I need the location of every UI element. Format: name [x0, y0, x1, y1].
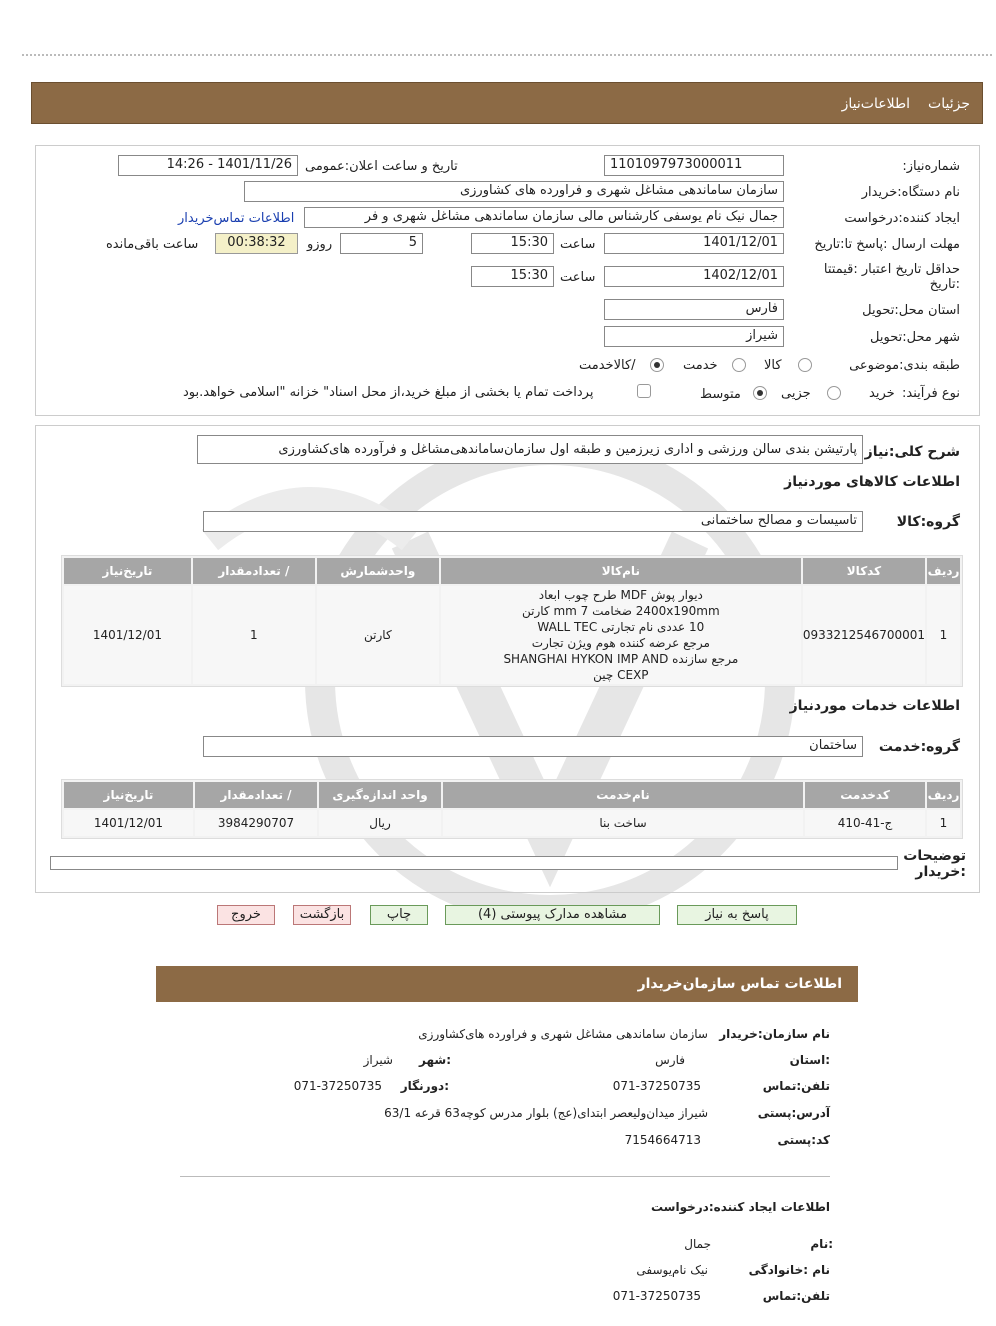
reply-button[interactable]: پاسخ به نیاز — [677, 905, 797, 925]
buyer-notes-label: توضیحات :خریدار — [903, 848, 966, 880]
service-col-unit: واحد اندازه‌گیری — [319, 782, 441, 808]
goods-row-index: 1 — [927, 586, 960, 684]
view-documents-button[interactable]: مشاهده مدارک پیوستی (4) — [445, 905, 660, 925]
service-row-date: 1401/12/01 — [64, 810, 193, 836]
goods-col-code: کدکالا — [803, 558, 925, 584]
page-header — [31, 82, 983, 124]
service-row-code: ج-41-410 — [805, 810, 925, 836]
category-goods-radio[interactable] — [798, 358, 812, 372]
breadcrumb-need-info[interactable]: اطلاعات‌نیاز — [841, 96, 910, 112]
services-section-title: اطلاعات خدمات موردنیاز — [789, 698, 960, 714]
process-buy-label: خرید — [869, 386, 895, 401]
service-row-unit: ریال — [319, 810, 441, 836]
goods-row-name — [441, 586, 801, 684]
deadline-label: مهلت ارسال :پاسخ تا:تاریخ — [814, 237, 960, 252]
goods-col-qty: / تعدادمقدار — [193, 558, 315, 584]
contact-city-value: شیراز — [363, 1053, 393, 1067]
process-partial-label: جزیی — [781, 386, 811, 401]
goods-name-line: 2400x190mm ضخامت 7 mm کارتن — [522, 604, 720, 618]
buyer-org-field: سازمان ساماندهی مشاغل شهری و فراورده های کشاورزی — [244, 181, 784, 202]
category-label: طبقه بندی:موضوعی — [849, 358, 960, 373]
contact-phone-label: تلفن:تماس — [762, 1079, 830, 1093]
announce-label: تاریخ و ساعت اعلان:عمومی — [305, 159, 458, 174]
creator-phone-label: تلفن:تماس — [762, 1289, 830, 1303]
table-row — [64, 810, 960, 836]
service-row-name: ساخت بنا — [443, 810, 803, 836]
service-col-qty: / تعدادمقدار — [195, 782, 317, 808]
contact-phone-value: 071-37250735 — [612, 1079, 701, 1093]
services-table — [61, 779, 963, 839]
goods-row-code: 0933212546700001 — [803, 586, 925, 684]
buyer-contact-link[interactable]: اطلاعات تماس‌خریدار — [178, 211, 295, 226]
contact-city-label: :شهر — [419, 1053, 451, 1067]
province-label: استان محل:تحویل — [862, 303, 960, 318]
contact-header-title: اطلاعات تماس سازمان‌خریدار — [637, 976, 842, 992]
category-service-radio[interactable] — [732, 358, 746, 372]
goods-section-title: اطلاعات کالاهای موردنیاز — [784, 474, 960, 490]
description-label: شرح کلی:نیاز — [864, 444, 960, 460]
validity-time-field: 15:30 — [471, 266, 554, 287]
validity-time-label: ساعت — [560, 270, 596, 285]
contact-divider — [180, 1176, 830, 1177]
need-number-field: 1101097973000011 — [604, 155, 784, 176]
description-field: پارتیشن بندی سالن ورزشی و اداری زیرزمین و طبقه اول سازمان‌ساماندهی‌مشاغل و فرآورده های‌کشاورزی — [197, 435, 863, 464]
contact-address-label: آدرس:پستی — [757, 1106, 830, 1120]
category-goods-label: کالا — [764, 358, 782, 373]
service-col-code: کدخدمت — [805, 782, 925, 808]
goods-table — [61, 555, 963, 687]
remaining-timer: 00:38:32 — [215, 233, 298, 254]
creator-label: ایجاد کننده:درخواست — [844, 211, 960, 226]
deadline-time-field: 15:30 — [471, 233, 554, 254]
need-number-label: شماره‌نیاز: — [902, 159, 960, 174]
goods-row-qty: 1 — [193, 586, 315, 684]
creator-last-name-label: نام :خانوادگی — [748, 1263, 830, 1277]
service-col-name: نام‌خدمت — [443, 782, 803, 808]
goods-col-unit: واحدشمارش — [317, 558, 439, 584]
process-medium-label: متوسط — [700, 387, 741, 402]
creator-phone-value: 071-37250735 — [612, 1289, 701, 1303]
treasury-payment-note: پرداخت تمام یا بخشی از مبلغ خرید،از محل اسناد" خزانه "اسلامی خواهد.بود — [183, 385, 594, 400]
goods-name-line: مرجع عرضه کننده هوم ویژن تجارت — [531, 636, 710, 650]
announce-field: 1401/11/26 - 14:26 — [118, 155, 298, 176]
contact-postal-label: کد:پستی — [777, 1133, 830, 1147]
goods-col-date: تاریخ‌نیاز — [64, 558, 191, 584]
category-both-radio[interactable] — [650, 358, 664, 372]
goods-col-name: نام‌کالا — [441, 558, 801, 584]
contact-fax-value: 071-37250735 — [293, 1079, 382, 1093]
breadcrumb-details[interactable]: جزئیات — [928, 96, 970, 112]
buyer-org-label: نام دستگاه:خریدار — [861, 185, 960, 200]
service-group-field: ساختمان — [203, 736, 863, 757]
print-button[interactable]: چاپ — [370, 905, 428, 925]
service-col-date: تاریخ‌نیاز — [64, 782, 193, 808]
goods-name-line: مرجع سازنده SHANGHAI HYKON IMP AND — [503, 652, 739, 666]
contact-org-label: نام سازمان:خریدار — [719, 1027, 830, 1041]
process-medium-radio[interactable] — [753, 386, 767, 400]
creator-first-name-value: جمال — [684, 1237, 711, 1251]
goods-col-row: ردیف — [927, 558, 960, 584]
city-field: شیراز — [604, 326, 784, 347]
contact-header-bar — [156, 966, 858, 1002]
province-field: فارس — [604, 299, 784, 320]
goods-name-line: دیوار پوش MDF طرح چوب ابعاد — [538, 588, 703, 602]
category-service-label: خدمت — [683, 358, 718, 373]
goods-group-field: تاسیسات و مصالح ساختمانی — [203, 511, 863, 532]
city-label: شهر محل:تحویل — [870, 330, 960, 345]
service-col-row: ردیف — [927, 782, 960, 808]
service-group-label: گروه:خدمت — [878, 739, 960, 755]
contact-province-value: فارس — [655, 1053, 685, 1067]
deadline-date-field: 1401/12/01 — [604, 233, 784, 254]
days-label: روزو — [307, 237, 333, 252]
goods-name-line: CEXP چین — [593, 668, 649, 682]
remaining-label: ساعت باقی‌مانده — [106, 237, 199, 252]
process-label: نوع فرآیند: — [902, 386, 960, 401]
contact-fax-label: :دورنگار — [400, 1079, 449, 1093]
contact-address-value: شیراز میدان‌ولیعصر ابتدای(عج) بلوار مدرس کوچه63 قرعه 63/1 — [384, 1106, 708, 1120]
treasury-payment-checkbox[interactable] — [637, 384, 651, 398]
goods-group-label: گروه:کالا — [896, 514, 960, 530]
contact-postal-value: 7154664713 — [624, 1133, 701, 1147]
days-field: 5 — [340, 233, 423, 254]
creator-info-title: اطلاعات ایجاد کننده:درخواست — [650, 1200, 830, 1214]
top-divider — [22, 54, 992, 56]
creator-last-name-value: نیک نام‌یوسفی — [636, 1263, 708, 1277]
service-row-index: 1 — [927, 810, 960, 836]
creator-field: جمال نیک نام یوسفی کارشناس مالی سازمان ساماندهی مشاغل شهری و فر — [304, 207, 784, 228]
validity-label: حداقل تاریخ اعتبار :قیمتتا :تاریخ — [823, 262, 960, 292]
buyer-notes-field — [50, 856, 898, 870]
category-both-label: /کالاخدمت — [579, 358, 636, 373]
service-row-qty: 3984290707 — [195, 810, 317, 836]
process-partial-radio[interactable] — [827, 386, 841, 400]
goods-row-date: 1401/12/01 — [64, 586, 191, 684]
back-button[interactable]: بازگشت — [293, 905, 351, 925]
table-row — [64, 586, 960, 684]
creator-first-name-label: :نام — [810, 1237, 833, 1251]
exit-button[interactable]: خروج — [217, 905, 275, 925]
goods-row-unit: کارتن — [317, 586, 439, 684]
contact-province-label: :استان — [789, 1053, 830, 1067]
contact-org-value: سازمان ساماندهی مشاغل شهری و فراورده های‌کشاورزی — [418, 1027, 708, 1041]
deadline-time-label: ساعت — [560, 237, 596, 252]
goods-name-line: 10 عددی نام تجارتی WALL TEC — [537, 620, 705, 634]
validity-date-field: 1402/12/01 — [604, 266, 784, 287]
